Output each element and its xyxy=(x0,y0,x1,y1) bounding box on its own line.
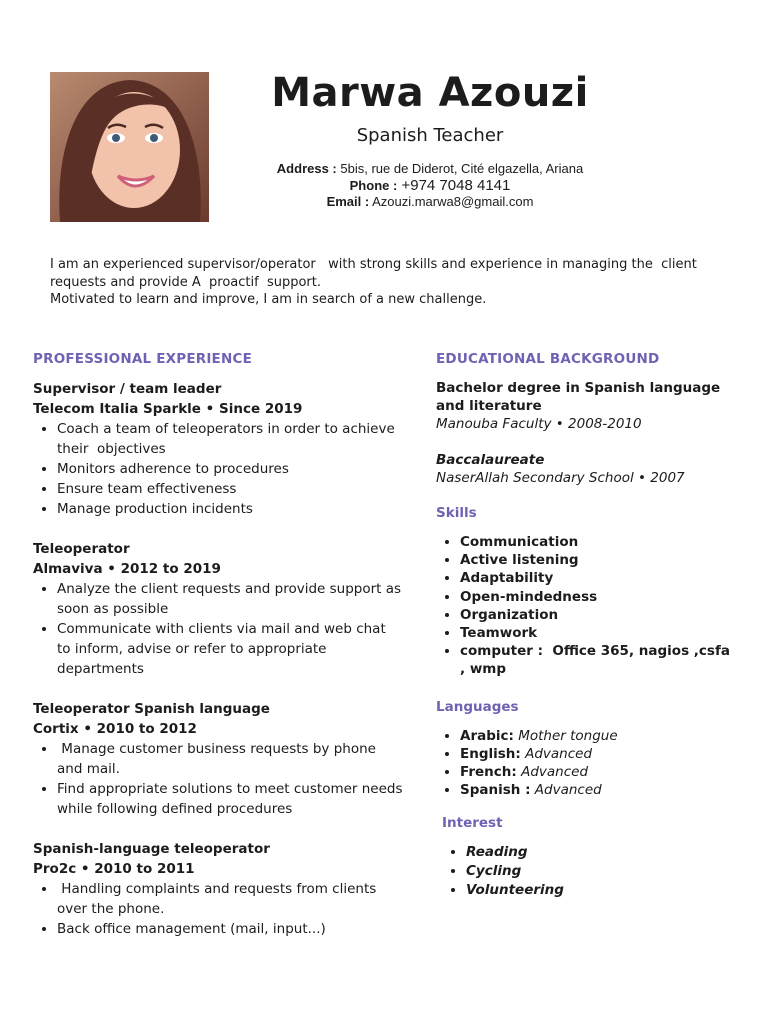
language-level: Advanced xyxy=(516,764,589,781)
skill-item: • Organization xyxy=(460,606,736,624)
language-level: Advanced xyxy=(520,745,593,762)
job-bullet: • Manage production incidents xyxy=(57,499,403,519)
job-org: Cortix • 2010 to 2012 xyxy=(33,721,197,737)
job-entry xyxy=(33,839,403,939)
job-bullets xyxy=(33,419,403,519)
language-item xyxy=(460,781,736,799)
summary-line: Motivated to learn and improve, I am in search of a new challenge. xyxy=(50,292,487,307)
phone-line xyxy=(240,177,620,194)
interest-heading: Interest xyxy=(442,815,503,832)
email-value: Azouzi.marwa8@gmail.com xyxy=(369,194,534,209)
job-org: Telecom Italia Sparkle • Since 2019 xyxy=(33,401,303,417)
job-bullet: • Manage customer business requests by phone and mail. xyxy=(57,739,403,779)
job-title: Supervisor / team leader xyxy=(33,381,222,397)
profile-photo xyxy=(50,72,209,222)
language-item xyxy=(460,727,736,745)
job-title: Spanish-language teleoperator xyxy=(33,841,270,857)
candidate-role: Spanish Teacher xyxy=(356,125,504,146)
education-heading: EDUCATIONAL BACKGROUND xyxy=(436,351,660,367)
language-name: Spanish : xyxy=(460,782,531,799)
degree-title: Bachelor degree in Spanish language and literature xyxy=(436,380,721,414)
education-entry xyxy=(436,379,736,433)
summary xyxy=(50,256,730,309)
job-title: Teleoperator xyxy=(33,541,130,557)
school-name: Manouba Faculty • 2008-2010 xyxy=(436,416,642,432)
experience-column xyxy=(33,351,407,959)
skills-list xyxy=(436,533,740,679)
job-bullets xyxy=(33,579,406,679)
interest-item: • Cycling xyxy=(466,862,736,881)
language-item xyxy=(460,745,736,763)
job-bullet: • Coach a team of teleoperators in order to achieve their objectives xyxy=(57,419,403,459)
job-bullet: • Back office management (mail, input...) xyxy=(57,919,403,939)
job-entry xyxy=(33,699,407,819)
address-value: 5bis, rue de Diderot, Cité elgazella, Ariana xyxy=(336,161,584,176)
skill-item: • computer : Office 365, nagios ,csfa , wmp xyxy=(460,642,736,678)
job-entry xyxy=(33,379,403,519)
skill-item: • Adaptability xyxy=(460,569,736,587)
job-entry xyxy=(33,539,406,679)
skills-heading: Skills xyxy=(436,505,477,521)
interest-item: • Volunteering xyxy=(466,881,736,900)
language-name: French: xyxy=(460,764,517,781)
candidate-name: Marwa Azouzi xyxy=(271,70,589,116)
experience-heading: PROFESSIONAL EXPERIENCE xyxy=(33,351,253,367)
job-org: Pro2c • 2010 to 2011 xyxy=(33,861,195,877)
job-title: Teleoperator Spanish language xyxy=(33,701,270,717)
school-name: NaserAllah Secondary School • 2007 xyxy=(436,470,685,486)
education-column xyxy=(436,351,740,900)
job-bullet: • Ensure team effectiveness xyxy=(57,479,403,499)
education-entry xyxy=(436,451,736,487)
skill-item: • Open-mindedness xyxy=(460,588,736,606)
job-bullet: • Handling complaints and requests from clients over the phone. xyxy=(57,879,403,919)
job-bullets xyxy=(33,739,407,819)
phone-value: +974 7048 4141 xyxy=(397,177,511,194)
job-bullet: • Find appropriate solutions to meet customer needs while following defined procedures xyxy=(57,779,403,819)
job-org: Almaviva • 2012 to 2019 xyxy=(33,561,221,577)
job-bullet: • Communicate with clients via mail and web chat to inform, advise or refer to appropriate departments xyxy=(57,619,403,679)
language-name: Arabic: xyxy=(460,727,514,744)
language-item xyxy=(460,763,736,781)
skill-item: • Active listening xyxy=(460,551,736,569)
language-name: English: xyxy=(460,745,521,762)
interest-list xyxy=(436,843,736,899)
language-level: Advanced xyxy=(530,782,602,799)
email-label: Email : xyxy=(326,194,370,209)
degree-title: Baccalaureate xyxy=(436,452,545,468)
language-level: Mother tongue xyxy=(513,727,618,744)
skill-item: • Communication xyxy=(460,533,736,551)
skill-item: • Teamwork xyxy=(460,624,736,642)
languages-list xyxy=(436,727,736,800)
email-line xyxy=(240,194,620,209)
job-bullet: • Analyze the client requests and provide support as soon as possible xyxy=(57,579,403,619)
address-label: Address : xyxy=(276,161,337,176)
summary-line: I am an experienced supervisor/operator with strong skills and experience in managing the client requests and provide A proactif support. xyxy=(50,257,701,290)
phone-label: Phone : xyxy=(349,178,398,193)
job-bullets xyxy=(33,879,403,939)
languages-heading: Languages xyxy=(436,698,519,715)
address-line xyxy=(240,161,620,176)
job-bullet: • Monitors adherence to procedures xyxy=(57,459,403,479)
interest-item: • Reading xyxy=(466,843,736,862)
